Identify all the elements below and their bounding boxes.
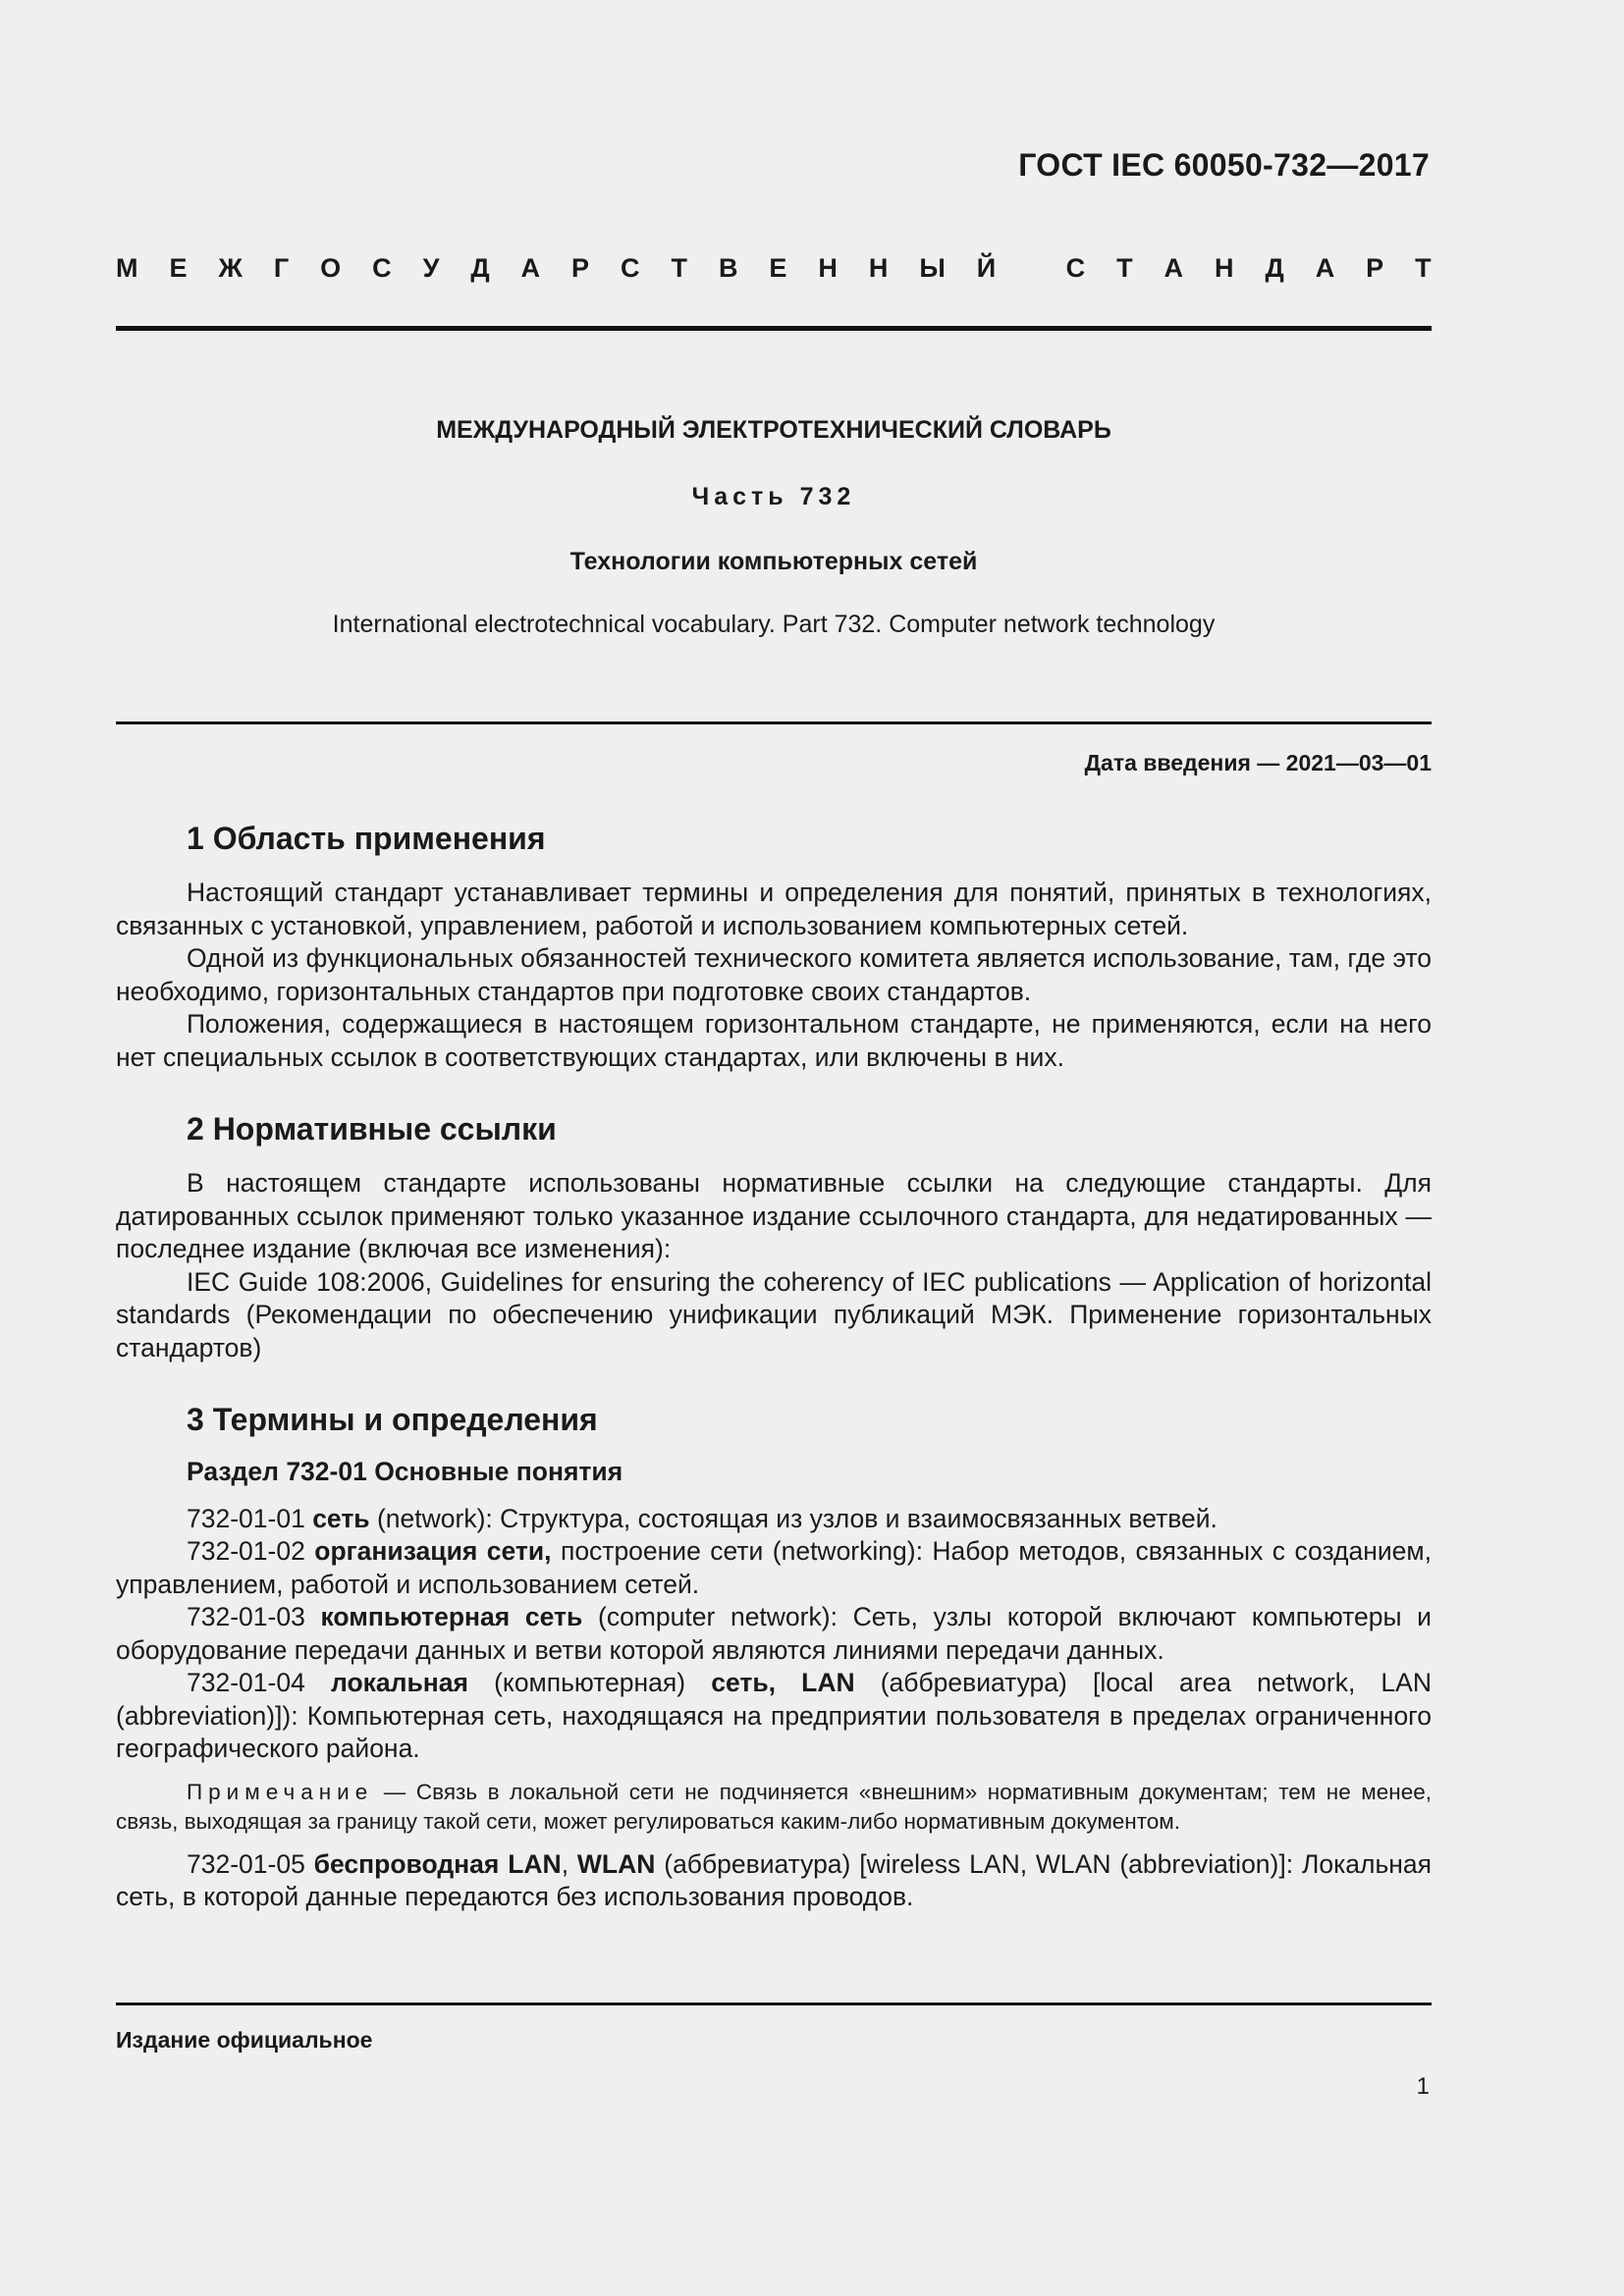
document-title: МЕЖДУНАРОДНЫЙ ЭЛЕКТРОТЕХНИЧЕСКИЙ СЛОВАРЬ [436,416,1111,444]
standard-type-banner [116,253,1432,284]
paragraph: Одной из функциональных обязанностей технического комитета является использование, там, где это необходимо, горизонтальных стандартов при подготовке своих стандартов. [116,943,1432,1006]
banner-letter: Н [1215,253,1234,283]
term-entry [116,1503,1432,1536]
banner-letter: Д [470,253,490,283]
banner-letter: Т [1415,253,1432,283]
page-number: 1 [1416,2073,1430,2100]
term-separator: , [561,1848,577,1879]
banner-letter: Е [169,253,188,283]
banner-letter: С [1065,253,1086,283]
banner-letter: С [621,253,640,283]
section-2-heading: 2 Нормативные ссылки [187,1111,557,1147]
term-entry [116,1601,1432,1667]
banner-letter: Г [273,253,290,283]
banner-letter: О [320,253,342,283]
term-definition: (computer network): Сеть, узлы которой включают компьютеры и оборудование передачи данных и ветви которой являются линиями передачи данных. [116,1602,1432,1665]
banner-gap [1027,253,1035,284]
note-label: Примечание [187,1779,374,1804]
term-number: 732-01-04 [187,1668,331,1697]
term-definition: (аббревиатура) [wireless LAN, WLAN (abbreviation)]: Локальная сеть, в которой данные передаются без использования проводов. [116,1848,1432,1911]
banner-letter: Т [671,253,687,283]
banner-letter: Й [976,253,997,283]
effective-date: Дата введения — 2021—03—01 [1084,750,1432,775]
footer-rule [116,2002,1432,2005]
banner-letter: У [422,253,440,283]
term-name: WLAN [576,1848,656,1879]
term-number: 732-01-05 [187,1848,314,1879]
term-name: организация сети, [314,1536,552,1566]
term-entry [116,1535,1432,1601]
term-number: 732-01-02 [187,1536,315,1566]
subsection-heading: Раздел 732-01 Основные понятия [187,1457,623,1486]
section-1-heading: 1 Область применения [187,821,546,856]
banner-letter: Ы [919,253,946,283]
banner-letter: А [1164,253,1184,283]
banner-letter: С [372,253,392,283]
term-name: сеть, LAN [711,1668,855,1697]
paragraph: Настоящий стандарт устанавливает термины и определения для понятий, принятых в технологиях, связанных с установкой, управлением, работой и использованием компьютерных сетей. [116,878,1432,940]
banner-letter: Р [1366,253,1384,283]
term-entry [116,1848,1432,1914]
document-subtitle: Технологии компьютерных сетей [569,548,978,575]
term-name: беспроводная LAN [313,1848,562,1879]
document-number: ГОСТ IEC 60050-732—2017 [1018,147,1430,183]
note [116,1778,1432,1837]
document-part: Часть 732 [691,483,856,510]
banner-letter: Е [769,253,787,283]
term-definition: (аббревиатура) [local area network, LAN (abbreviation)]): Компьютерная сеть, находящаяся на предприятии пользователя в пределах ограниченного географического района. [116,1668,1432,1763]
banner-letter: М [116,253,138,283]
paragraph: Положения, содержащиеся в настоящем горизонтальном стандарте, не применяются, если на него нет специальных ссылок в соответствующих стандартах, или включены в них. [116,1009,1432,1072]
banner-letter: Н [868,253,889,283]
banner-letter: Р [571,253,590,283]
section-3-heading: 3 Термины и определения [187,1402,598,1437]
term-number: 732-01-03 [187,1602,321,1631]
official-edition-label: Издание официальное [116,2027,373,2053]
header-rule [116,326,1432,331]
term-definition: (network): Структура, состоящая из узлов и взаимосвязанных ветвей. [369,1503,1218,1533]
banner-letter: В [718,253,738,283]
banner-letter: Д [1265,253,1284,283]
paragraph: В настоящем стандарте использованы нормативные ссылки на следующие стандарты. Для датированных ссылок применяют только указанное издание ссылочного стандарта, для недатированных — последнее издание (включая все изменения): [116,1168,1432,1263]
term-name: локальная [330,1668,468,1697]
term-definition: построение сети (networking): Набор методов, связанных с созданием, управлением, работой и использованием сетей. [116,1536,1432,1599]
term-qualifier: (компьютерная) [467,1668,712,1697]
note-text: — Связь в локальной сети не подчиняется «внешним» нормативным документам; тем не менее, связь, выходящая за границу такой сети, может регулироваться каким-либо нормативным документом. [116,1779,1432,1834]
banner-letter: Ж [218,253,243,283]
banner-letter: А [520,253,541,283]
document-body [116,821,1432,1914]
term-name: компьютерная сеть [320,1602,583,1631]
title-rule [116,721,1432,724]
banner-letter: А [1315,253,1335,283]
banner-letter: Т [1116,253,1133,283]
term-number: 732-01-01 [187,1503,313,1533]
paragraph: IEC Guide 108:2006, Guidelines for ensuring the coherency of IEC publications — Application of horizontal standards (Рекомендации по обеспечению унификации публикаций МЭК. Применение горизонтальных стандартов) [116,1266,1432,1362]
term-name: сеть [312,1503,370,1533]
banner-letter: Н [818,253,838,283]
term-entry [116,1667,1432,1766]
english-title: International electrotechnical vocabulary. Part 732. Computer network technology [332,611,1216,638]
